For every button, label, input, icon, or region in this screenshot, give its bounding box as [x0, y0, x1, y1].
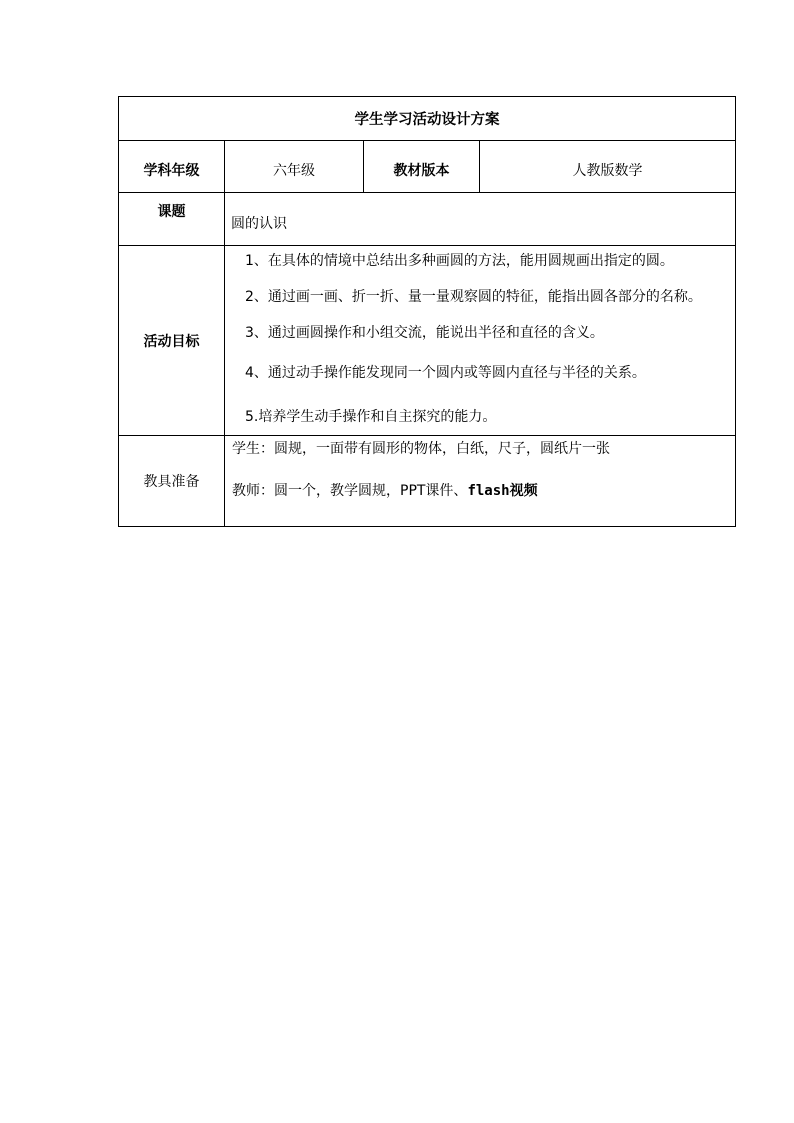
objective-item: 1、在具体的情境中总结出多种画圆的方法，能用圆规画出指定的圆。 [245, 253, 674, 269]
objectives-list [225, 246, 736, 436]
subject-grade-value: 六年级 [225, 141, 364, 193]
objective-item: 2、通过画一画、折一折、量一量观察圆的特征，能指出圆各部分的名称。 [245, 289, 702, 305]
objective-item: 4、通过动手操作能发现同一个圆内或等圆内直径与半径的关系。 [245, 365, 646, 381]
objective-item: 3、通过画圆操作和小组交流，能说出半径和直径的含义。 [245, 325, 604, 341]
subject-grade-label: 学科年级 [119, 141, 225, 193]
objective-item: 5.培养学生动手操作和自主探究的能力。 [245, 409, 497, 425]
activity-plan-table [118, 96, 736, 527]
student-tools: 学生：圆规，一面带有圆形的物体，白纸，尺子，圆纸片一张 [232, 441, 610, 457]
table-title: 学生学习活动设计方案 [119, 97, 736, 141]
topic-label: 课题 [119, 193, 225, 246]
teacher-tools [232, 480, 727, 502]
tools-list [225, 436, 736, 527]
teacher-tools-text: 教师：圆一个，教学圆规，PPT课件、 [232, 483, 468, 499]
teacher-tools-flash: flash视频 [467, 483, 538, 499]
textbook-value: 人教版数学 [480, 141, 736, 193]
tools-label: 教具准备 [119, 436, 225, 527]
textbook-label: 教材版本 [364, 141, 480, 193]
topic-value: 圆的认识 [225, 193, 736, 246]
objectives-label: 活动目标 [119, 246, 225, 436]
